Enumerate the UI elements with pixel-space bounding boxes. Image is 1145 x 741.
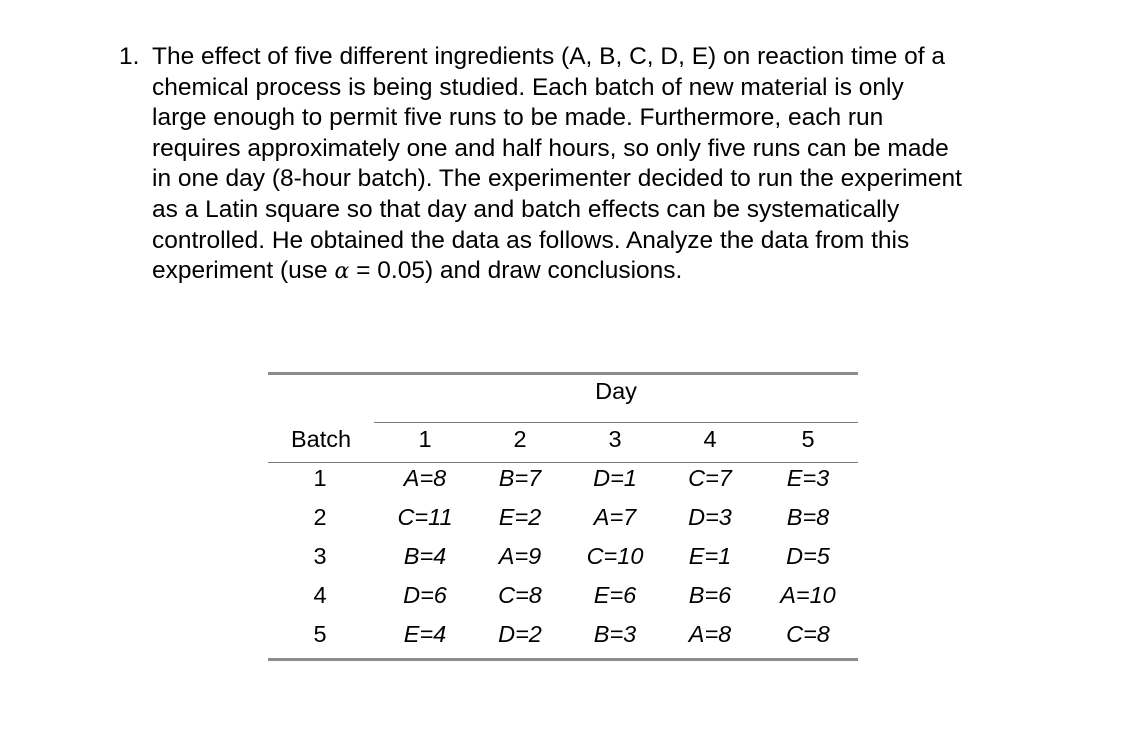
- table-cell: B=3: [593, 621, 637, 647]
- table-cell: B=4: [403, 543, 447, 569]
- problem-statement: [119, 42, 1059, 288]
- table-cell: D=3: [688, 504, 732, 530]
- batch-number: 2: [313, 504, 327, 530]
- table-cell: B=8: [786, 504, 830, 530]
- table-cell: C=8: [786, 621, 830, 647]
- table-cell: A=8: [403, 465, 447, 491]
- problem-line-last: [152, 256, 1059, 288]
- line-text-before-alpha: experiment (use: [152, 257, 335, 285]
- table-cell: D=5: [786, 543, 830, 569]
- table-cell: A=8: [688, 621, 732, 647]
- table-cell: D=1: [593, 465, 637, 491]
- problem-line: as a Latin square so that day and batch effects can be systematically: [152, 195, 900, 223]
- batch-number: 1: [313, 465, 327, 491]
- day-header-2: 2: [513, 426, 527, 452]
- problem-text: [152, 42, 1059, 288]
- table-cell: C=11: [397, 504, 453, 530]
- day-header-5: 5: [801, 426, 815, 452]
- table-cell: B=7: [498, 465, 542, 491]
- line-text-after-alpha: = 0.05) and draw conclusions.: [349, 257, 683, 285]
- header-bottom-rule: [268, 462, 858, 463]
- table-cell: C=8: [498, 582, 542, 608]
- table-top-rule: [268, 372, 858, 375]
- batch-number: 5: [313, 621, 327, 647]
- problem-line: requires approximately one and half hours, so only five runs can be made: [152, 134, 949, 162]
- day-header-3: 3: [608, 426, 622, 452]
- day-header-rule: [374, 422, 858, 423]
- table-cell: A=9: [498, 543, 542, 569]
- table-cell: C=10: [586, 543, 644, 569]
- problem-number: 1.: [119, 43, 140, 70]
- day-header-4: 4: [703, 426, 717, 452]
- table-cell: E=3: [786, 465, 830, 491]
- day-group-header: Day: [595, 378, 637, 404]
- alpha-symbol: α: [334, 259, 350, 285]
- problem-line: chemical process is being studied. Each batch of new material is only: [152, 73, 904, 101]
- problem-line: controlled. He obtained the data as follows. Analyze the data from this: [152, 226, 910, 254]
- batch-number: 4: [313, 582, 327, 608]
- table-cell: E=2: [498, 504, 542, 530]
- problem-line: The effect of five different ingredients (A, B, C, D, E) on reaction time of a: [152, 43, 946, 70]
- table-cell: E=4: [403, 621, 447, 647]
- table-cell: B=6: [688, 582, 732, 608]
- problem-line: large enough to permit five runs to be made. Furthermore, each run: [152, 104, 884, 132]
- problem-line: in one day (8-hour batch). The experimenter decided to run the experiment: [152, 165, 962, 193]
- table-cell: D=2: [498, 621, 542, 647]
- table-cell: D=6: [403, 582, 447, 608]
- table-cell: C=7: [688, 465, 732, 491]
- table-cell: E=6: [593, 582, 637, 608]
- batch-number: 3: [313, 543, 327, 569]
- batch-column-header: Batch: [290, 426, 352, 452]
- table-bottom-rule: [268, 658, 858, 661]
- table-cell: A=10: [780, 582, 836, 608]
- table-cell: A=7: [593, 504, 637, 530]
- day-header-1: 1: [418, 426, 432, 452]
- table-cell: E=1: [688, 543, 732, 569]
